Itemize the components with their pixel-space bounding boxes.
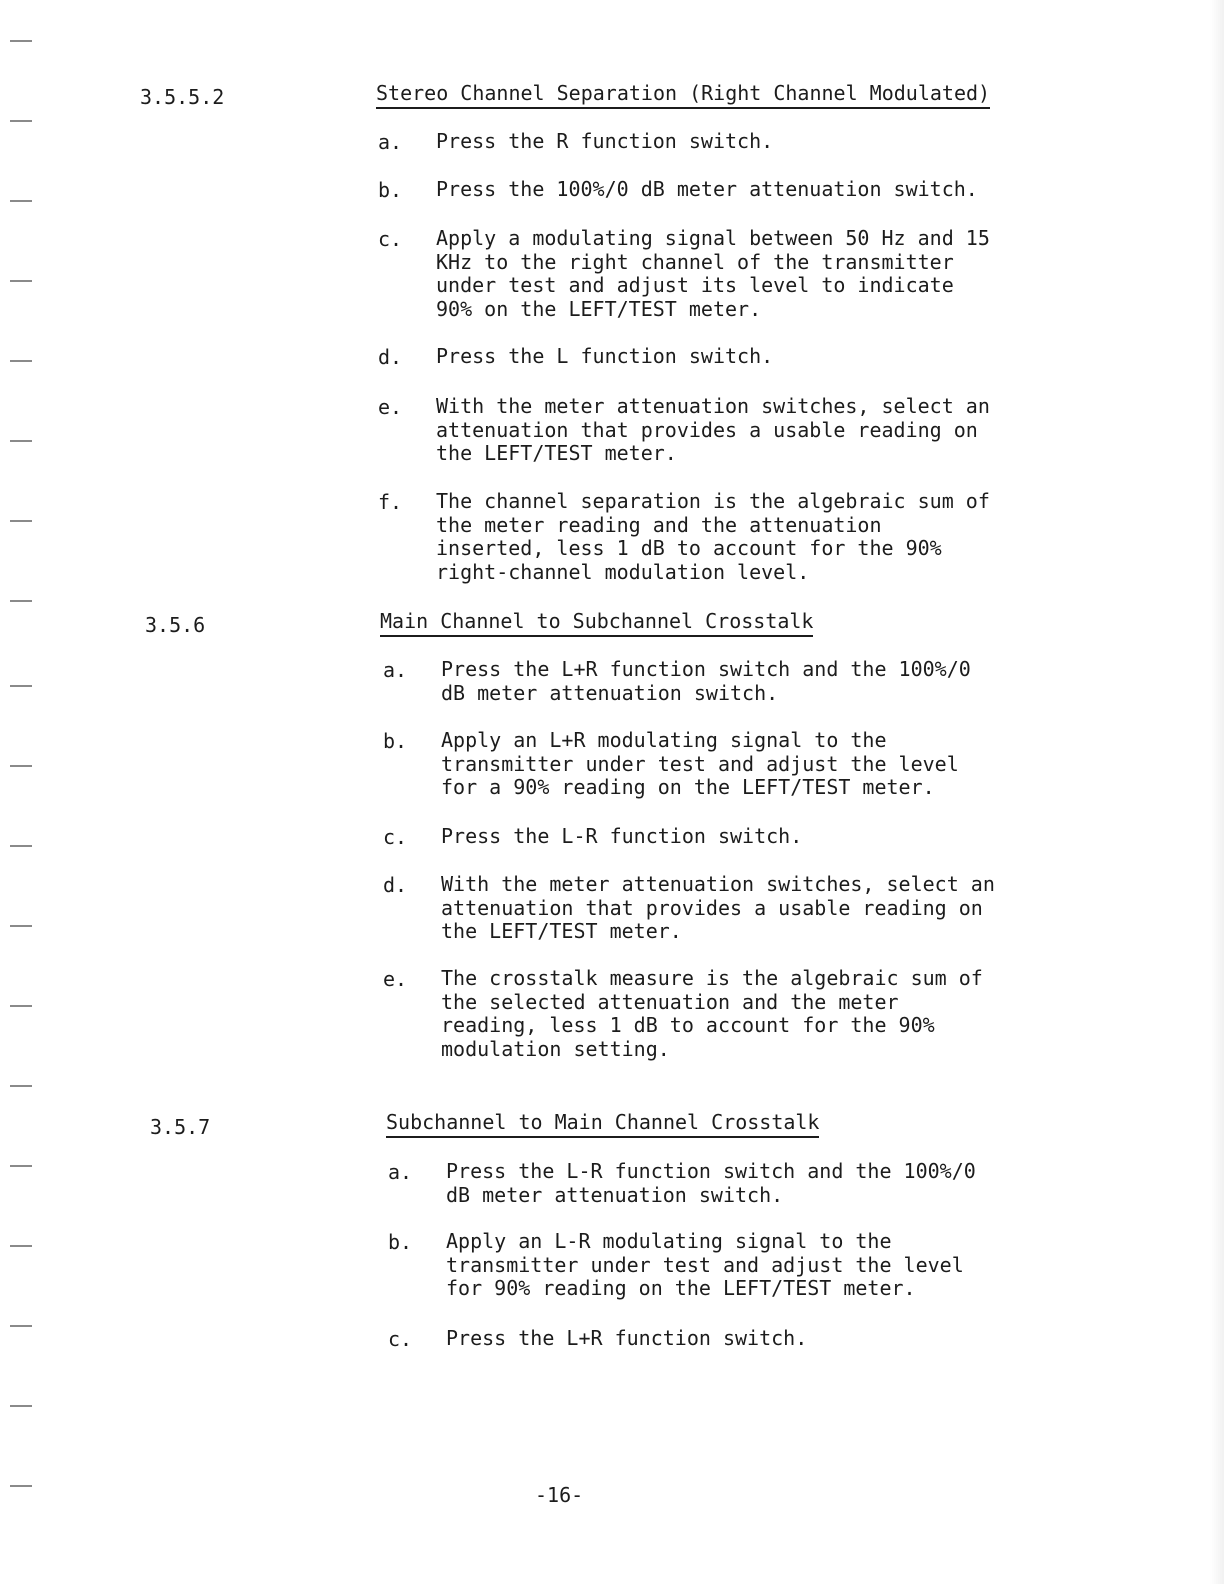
binding-mark bbox=[10, 1165, 32, 1167]
binding-mark bbox=[10, 520, 32, 522]
step-text: Press the L+R function switch. bbox=[446, 1326, 808, 1350]
section-title: Stereo Channel Separation (Right Channel Modulated) bbox=[376, 81, 990, 109]
binding-mark bbox=[10, 1005, 32, 1007]
binding-mark bbox=[10, 1405, 32, 1407]
binding-mark bbox=[10, 600, 32, 602]
step-text: Apply a modulating signal between 50 Hz and 15 KHz to the right channel of the transmitter under test and adjust its level to indicate 90% on the LEFT/TEST meter. bbox=[436, 226, 990, 321]
step-text: Press the L function switch. bbox=[436, 344, 774, 368]
step-text: With the meter attenuation switches, select an attenuation that provides a usable reading on the LEFT/TEST meter. bbox=[441, 872, 995, 943]
binding-edge bbox=[0, 0, 40, 1584]
binding-mark bbox=[10, 280, 32, 282]
step-text: Apply an L+R modulating signal to the transmitter under test and adjust the level for a 90% reading on the LEFT/TEST meter. bbox=[441, 728, 959, 799]
section-title: Main Channel to Subchannel Crosstalk bbox=[380, 609, 813, 637]
step-text: Press the L-R function switch. bbox=[441, 824, 803, 848]
section-number: 3.5.7 bbox=[150, 1115, 211, 1139]
binding-mark bbox=[10, 440, 32, 442]
binding-mark bbox=[10, 1085, 32, 1087]
step-letter: d. bbox=[378, 345, 403, 369]
binding-mark bbox=[10, 120, 32, 122]
step-letter: e. bbox=[378, 395, 403, 419]
step-letter: b. bbox=[383, 729, 408, 753]
step-text: The channel separation is the algebraic sum of the meter reading and the attenuation inserted, less 1 dB to account for the 90% right-channel modulation level. bbox=[436, 489, 990, 584]
binding-mark bbox=[10, 685, 32, 687]
step-letter: c. bbox=[383, 825, 408, 849]
step-letter: a. bbox=[378, 130, 403, 154]
step-letter: c. bbox=[388, 1327, 413, 1351]
step-text: Press the L-R function switch and the 100%/0 dB meter attenuation switch. bbox=[446, 1159, 976, 1207]
page-number: -16- bbox=[535, 1483, 584, 1507]
step-text: Press the L+R function switch and the 100%/0 dB meter attenuation switch. bbox=[441, 657, 971, 705]
step-letter: c. bbox=[378, 227, 403, 251]
step-text: Press the 100%/0 dB meter attenuation switch. bbox=[436, 177, 978, 201]
step-letter: a. bbox=[383, 658, 408, 682]
binding-mark bbox=[10, 925, 32, 927]
binding-mark bbox=[10, 360, 32, 362]
step-text: With the meter attenuation switches, select an attenuation that provides a usable reading on the LEFT/TEST meter. bbox=[436, 394, 990, 465]
step-text: Press the R function switch. bbox=[436, 129, 774, 153]
binding-mark bbox=[10, 1485, 32, 1487]
binding-mark bbox=[10, 1245, 32, 1247]
section-title: Subchannel to Main Channel Crosstalk bbox=[386, 1110, 819, 1138]
binding-mark bbox=[10, 1325, 32, 1327]
binding-mark bbox=[10, 40, 32, 42]
binding-mark bbox=[10, 200, 32, 202]
step-letter: f. bbox=[378, 490, 403, 514]
step-letter: e. bbox=[383, 967, 408, 991]
section-number: 3.5.5.2 bbox=[140, 85, 225, 109]
step-letter: b. bbox=[388, 1230, 413, 1254]
step-text: The crosstalk measure is the algebraic sum of the selected attenuation and the meter reading, less 1 dB to account for the 90% modulation setting. bbox=[441, 966, 983, 1061]
binding-mark bbox=[10, 845, 32, 847]
step-letter: b. bbox=[378, 178, 403, 202]
step-letter: d. bbox=[383, 873, 408, 897]
step-letter: a. bbox=[388, 1160, 413, 1184]
step-text: Apply an L-R modulating signal to the transmitter under test and adjust the level for 90% reading on the LEFT/TEST meter. bbox=[446, 1229, 964, 1300]
page-edge-shadow bbox=[1210, 0, 1224, 1584]
binding-mark bbox=[10, 765, 32, 767]
section-number: 3.5.6 bbox=[145, 613, 206, 637]
